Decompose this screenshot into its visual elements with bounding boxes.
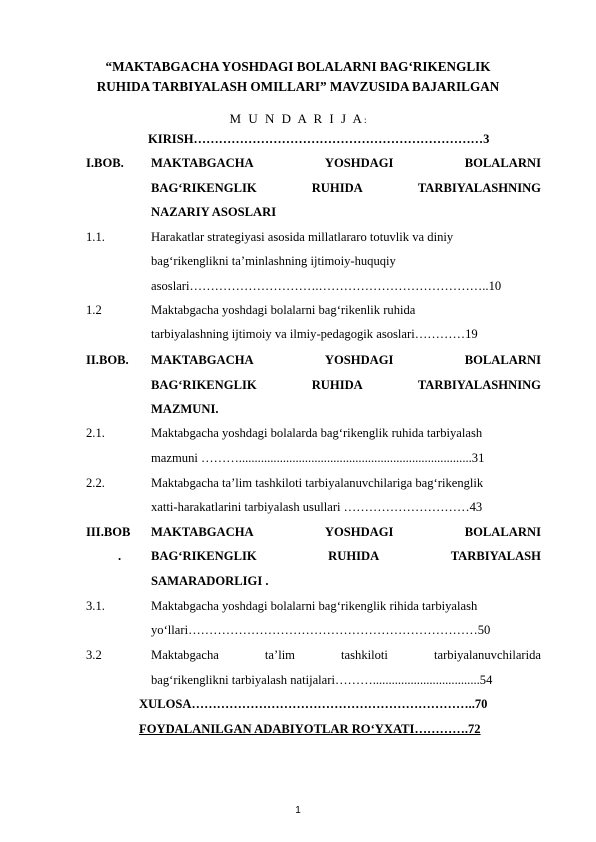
toc-adabiyotlar: FOYDALANILGAN ADABIYOTLAR RO‘YXATI………….72 (139, 722, 481, 736)
section-3-2-line-2: bag‘rikenglikni tarbiyalash natijalari………..................................54 (151, 673, 493, 687)
chapter-1-word: YOSHDAGI (324, 156, 394, 170)
toc-xulosa: XULOSA…………………………………………………………..70 (139, 697, 488, 711)
chapter-2-number: II.BOB. (86, 353, 129, 367)
section-3-2-word: tarbiyalanuvchilarida (434, 648, 541, 662)
section-1-1-number: 1.1. (86, 230, 105, 244)
section-1-1-line-1: Harakatlar strategiyasi asosida millatlararo totuvlik va diniy (151, 230, 454, 244)
section-2-2-line-1: Maktabgacha ta’lim tashkiloti tarbiyalanuvchilariga bag‘rikenglik (151, 476, 484, 490)
chapter-2-line-2 (151, 376, 541, 394)
section-2-2-number: 2.2. (86, 476, 105, 490)
contents-heading-text: M U N D A R I J A (229, 111, 364, 126)
section-2-1-line-2: mazmuni ………..........................................................................31 (151, 451, 485, 465)
chapter-2-word: TARBIYALASHNING (417, 378, 541, 392)
chapter-1-number: I.BOB. (86, 156, 124, 170)
section-1-2-line-2: tarbiyalashning ijtimoiy va ilmiy-pedagogik asoslari…………19 (151, 327, 478, 341)
chapter-3-line-2 (151, 547, 541, 565)
section-2-1-line-1: Maktabgacha yoshdagi bolalarda bag‘rikenglik ruhida tarbiyalash (151, 426, 483, 440)
section-1-2-line-1: Maktabgacha yoshdagi bolalarni bag‘rikenlik ruhida (151, 303, 416, 317)
chapter-2-word: RUHIDA (311, 378, 363, 392)
chapter-1-word: RUHIDA (311, 181, 363, 195)
chapter-1-line-1 (151, 154, 541, 172)
section-1-1-line-2: bag‘rikenglikni ta’minlashning ijtimoiy-huquqiy (151, 254, 396, 268)
chapter-1-line-2 (151, 179, 541, 197)
section-3-2-number: 3.2 (86, 648, 102, 662)
chapter-3-word: BOLALARNI (464, 525, 541, 539)
page-number: 1 (295, 805, 301, 816)
chapter-3-word: TARBIYALASH (450, 549, 541, 563)
toc-kirish: KIRISH……………………………………………………………3 (148, 132, 490, 146)
chapter-3-line-1 (151, 523, 541, 541)
chapter-2-word: BAG‘RIKENGLIK (151, 378, 257, 392)
chapter-3-word: YOSHDAGI (324, 525, 394, 539)
section-2-2-line-2: xatti-harakatlarini tarbiyalash usullari …………………………43 (151, 500, 483, 514)
chapter-1-word: BOLALARNI (464, 156, 541, 170)
chapter-3-word: MAKTABGACHA (151, 525, 254, 539)
section-3-1-number: 3.1. (86, 599, 105, 613)
chapter-3-number-dot: . (118, 549, 122, 563)
chapter-1-line-3: NAZARIY ASOSLARI (151, 205, 277, 219)
chapter-2-word: MAKTABGACHA (151, 353, 254, 367)
title-line-1: “MAKTABGACHA YOSHDAGI BOLALARNI BAG‘RIKENGLIK (105, 59, 491, 74)
chapter-2-line-1 (151, 351, 541, 369)
chapter-2-word: BOLALARNI (464, 353, 541, 367)
chapter-3-word: BAG‘RIKENGLIK (151, 549, 257, 563)
chapter-1-word: TARBIYALASHNING (417, 181, 541, 195)
section-1-1-line-3: asoslari………………………….…………………………………..10 (151, 279, 502, 293)
section-3-2-word: tashkiloti (341, 648, 388, 662)
contents-heading (0, 111, 596, 127)
chapter-1-word: MAKTABGACHA (151, 156, 254, 170)
contents-heading-colon: : (363, 115, 367, 125)
document-title (60, 57, 536, 97)
chapter-1-word: BAG‘RIKENGLIK (151, 181, 257, 195)
section-3-1-line-1: Maktabgacha yoshdagi bolalarni bag‘rikenglik rihida tarbiyalash (151, 599, 478, 613)
section-3-2-line-1 (151, 646, 541, 664)
chapter-3-line-3: SAMARADORLIGI . (151, 574, 269, 588)
chapter-2-line-3: MAZMUNI. (151, 402, 219, 416)
chapter-3-word: RUHIDA (328, 549, 380, 563)
section-3-2-word: Maktabgacha (151, 648, 219, 662)
section-3-1-line-2: yo‘llari……………………………………………………………50 (151, 623, 491, 637)
chapter-3-number: III.BOB (86, 525, 131, 539)
section-1-2-number: 1.2 (86, 303, 102, 317)
section-3-2-word: ta’lim (264, 648, 295, 662)
section-2-1-number: 2.1. (86, 426, 105, 440)
title-line-2: RUHIDA TARBIYALASH OMILLARI” MAVZUSIDA BAJARILGAN (96, 79, 500, 94)
chapter-2-word: YOSHDAGI (324, 353, 394, 367)
